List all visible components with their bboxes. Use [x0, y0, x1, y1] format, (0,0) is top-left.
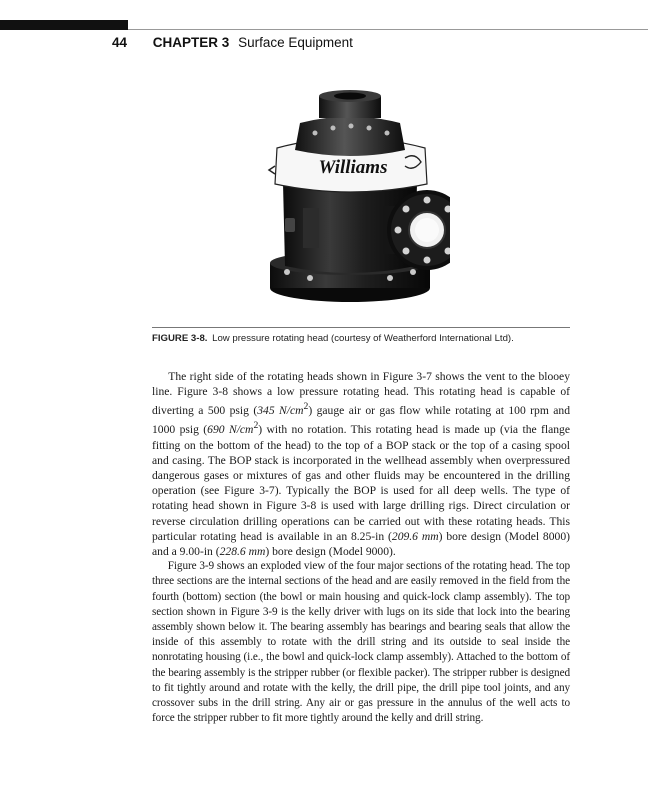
- body-text: [152, 369, 570, 726]
- paragraph-1: The right side of the rotating heads shown in Figure 3-7 shows the vent to the blooey line. Figure 3-8 shows a low pressure rotating head. This rotating head is capable of diverting a 500 psig (345 $N/cm^2$) gauge air or gas flow while rotating at 100 rpm and 1000 psig (690 $N/cm^2$) with no rotation. This rotating head is made up (via the flange fitting on the bottom of the head) to the top of a BOP stack or the top of a casing spool and casing. The BOP stack is incorporated in the wellhead assembly when overpressured dangerous gases or mixtures of gas and other fluids may be encountered in the drilling operation (see Figure 3-7). Typically the BOP is used for all deep wells. The type of rotating head shown in Figure 3-8 is used with large drilling rigs. Direct circulation or reverse circulation drilling operations can be carried out with these rotating heads. This particular rotating head is available in an 8.25-in (209.6 mm) bore design (Model 8000) and a 9.00-in (228.6 mm) bore design (Model 9000).: [152, 370, 570, 558]
- p1-metric-2: 690 N/cm: [207, 423, 254, 437]
- p1-metric-3: 209.6 mm: [391, 529, 439, 543]
- bearing-assembly: [295, 117, 405, 157]
- p1-metric-1: 345 N/cm: [257, 404, 304, 418]
- figure-3-8-rotating-head: [255, 88, 450, 313]
- band-latch-left: [269, 166, 275, 174]
- caption-text: Low pressure rotating head (courtesy of Weatherford International Ltd).: [212, 333, 514, 344]
- page-number: 44: [112, 35, 128, 50]
- running-header: [112, 35, 353, 50]
- brand-logo: Williams: [318, 157, 388, 178]
- p1-metric-4: 228.6 mm: [219, 544, 266, 558]
- clamp-handle: [285, 218, 295, 232]
- chapter-label: CHAPTER 3: [152, 35, 230, 50]
- housing-label-plate: [303, 208, 319, 248]
- header-rule: [128, 29, 648, 30]
- caption-rule: [152, 327, 570, 328]
- p1-text-5: ) bore design (Model 9000).: [265, 544, 396, 558]
- caption-label: FIGURE 3-8.: [152, 333, 208, 344]
- header-bar: [0, 20, 128, 30]
- chapter-title: Surface Equipment: [238, 35, 353, 50]
- p1-text-2: ) gauge air or gas flow while rotating at 100 rpm and 1000 psig (: [152, 404, 570, 437]
- p1-text-3: ) with no rotation. This rotating head is made up (via the flange fitting on the bottom of the head) to the top of a BOP stack or the top of a casing spool and casing. The BOP stack is incorporated in the wellhead assembly when overpressured dangerous gases or mixtures of gas and other fluids may be encountered in the drilling operation (see Figure 3-7). Typically the BOP is used for all deep wells. The type of rotating head shown in Figure 3-8 is used with large drilling rigs. Direct circulation or reverse circulation drilling operations can be carried out with these rotating heads. This particular rotating head is available in an 8.25-in (: [152, 423, 570, 543]
- paragraph-2: Figure 3-9 shows an exploded view of the four major sections of the rotating head. The top three sections are the internal sections of the head and are easily removed in the field from the fourth (bottom) section (the bowl or main housing and quick-lock clamp assembly). The top section shown in Figure 3-9 is the kelly driver with lugs on its side that lock into the bearing assembly shown below it. The bearing assembly has bearings and bearing seals that allow the inside of this assembly to rotate with the drill string and its outside to seal inside the nonrotating housing (i.e., the bowl and quick-lock clamp assembly). Attached to the bottom of the bearing assembly is the stripper rubber (or flexible packer). The stripper rubber is designed to fit tightly around and rotate with the kelly, the drill pipe, the drill pipe tool joints, and any crossover subs in the drill string. Any air or gas pressure in the annulus of the well acts to force the stripper rubber to fit more tightly around the kelly and drill string.: [152, 560, 570, 725]
- p1-text-4: ) bore design (Model 8000) and a 9.00-in (: [152, 529, 570, 558]
- p1-text-1: The right side of the rotating heads shown in Figure 3-7 shows the vent to the blooey line. Figure 3-8 shows a low pressure rotating head. This rotating head is capable of diverting a 500 psig (: [152, 370, 570, 418]
- figure-caption: [152, 333, 572, 344]
